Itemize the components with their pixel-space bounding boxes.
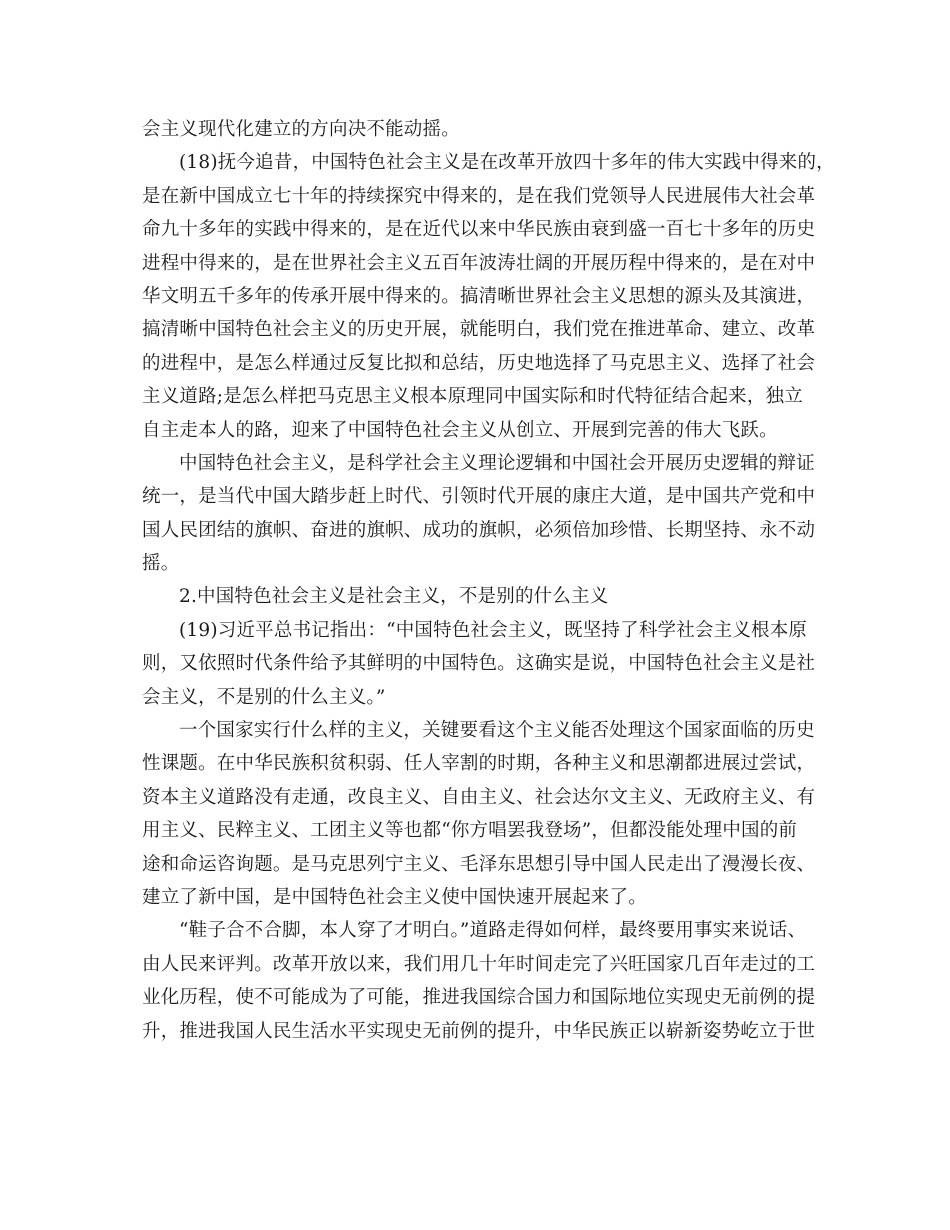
paragraph-shoes xyxy=(142,914,830,1048)
paragraph-continuation xyxy=(142,113,830,146)
text-line: 会主义现代化建立的方向决不能动摇。 xyxy=(142,119,460,140)
text-line: 由人民来评判。改革开放以来，我们用几十年时间走完了兴旺国家几百年走过的工 xyxy=(142,953,816,975)
text-line: 自主走本人的路，迎来了中国特色社会主义从创立、开展到完善的伟大飞跃。 xyxy=(142,419,778,441)
text-line: 统一，是当代中国大踏步赶上时代、引领时代开展的康庄大道，是中国共产党和中 xyxy=(142,486,816,508)
text-line: (18)抚今追昔，中国特色社会主义是在改革开放四十多年的伟大实践中得来的， xyxy=(179,152,835,174)
document-body xyxy=(142,113,835,1048)
paragraph-summary xyxy=(142,447,830,581)
text-line: 国人民团结的旗帜、奋进的旗帜、成功的旗帜，必须倍加珍惜、长期坚持、永不动 xyxy=(142,519,816,541)
section-heading-2 xyxy=(142,580,830,613)
text-line: 中国特色社会主义，是科学社会主义理论逻辑和中国社会开展历史逻辑的辩证 xyxy=(179,452,815,474)
text-line: 资本主义道路没有走通，改良主义、自由主义、社会达尔文主义、无政府主义、有 xyxy=(142,786,816,808)
text-line: 华文明五千多年的传承开展中得来的。搞清晰世界社会主义思想的源头及其演进， xyxy=(142,285,816,307)
paragraph-19 xyxy=(142,614,830,714)
text-line: 升，推进我国人民生活水平实现史无前例的提升，中华民族正以崭新姿势屹立于世 xyxy=(142,1020,816,1042)
text-line: 是在新中国成立七十年的持续探究中得来的，是在我们党领导人民进展伟大社会革 xyxy=(142,185,816,207)
text-line: 命九十多年的实践中得来的，是在近代以来中华民族由衰到盛一百七十多年的历史 xyxy=(142,219,816,241)
text-line: 业化历程，使不可能成为了可能，推进我国综合国力和国际地位实现史无前例的提 xyxy=(142,987,816,1009)
text-line: 途和命运咨询题。是马克思列宁主义、毛泽东思想引导中国人民走出了漫漫长夜、 xyxy=(142,853,816,875)
text-line: 一个国家实行什么样的主义，关键要看这个主义能否处理这个国家面临的历史 xyxy=(179,720,815,742)
text-line: 进程中得来的，是在世界社会主义五百年波涛壮阔的开展历程中得来的，是在对中 xyxy=(142,252,816,274)
text-line: 会主义，不是别的什么主义。” xyxy=(142,686,386,708)
paragraph-18 xyxy=(142,146,835,447)
text-line: 则，又依照时代条件给予其鲜明的中国特色。这确实是说，中国特色社会主义是社 xyxy=(142,653,816,675)
text-line: 摇。 xyxy=(142,553,180,575)
text-line: 建立了新中国，是中国特色社会主义使中国快速开展起来了。 xyxy=(142,886,647,908)
text-line: 的进程中，是怎么样通过反复比拟和总结，历史地选择了马克思主义、选择了社会 xyxy=(142,352,816,374)
paragraph-nation xyxy=(142,714,830,914)
section-heading-text: 2.中国特色社会主义是社会主义，不是别的什么主义 xyxy=(179,586,609,608)
text-line: 搞清晰中国特色社会主义的历史开展，就能明白，我们党在推进革命、建立、改革 xyxy=(142,319,816,341)
text-line: 性课题。在中华民族积贫积弱、任人宰割的时期，各种主义和思潮都进展过尝试， xyxy=(142,753,816,775)
text-line: 主义道路;是怎么样把马克思主义根本原理同中国实际和时代特征结合起来，独立 xyxy=(142,386,803,408)
text-line: (19)习近平总书记指出：“中国特色社会主义，既坚持了科学社会主义根本原 xyxy=(179,619,808,641)
text-line: 用主义、民粹主义、工团主义等也都“你方唱罢我登场”，但都没能处理中国的前 xyxy=(142,820,798,842)
text-line: “鞋子合不合脚，本人穿了才明白。”道路走得如何样，最终要用事实来说话、 xyxy=(179,920,807,942)
